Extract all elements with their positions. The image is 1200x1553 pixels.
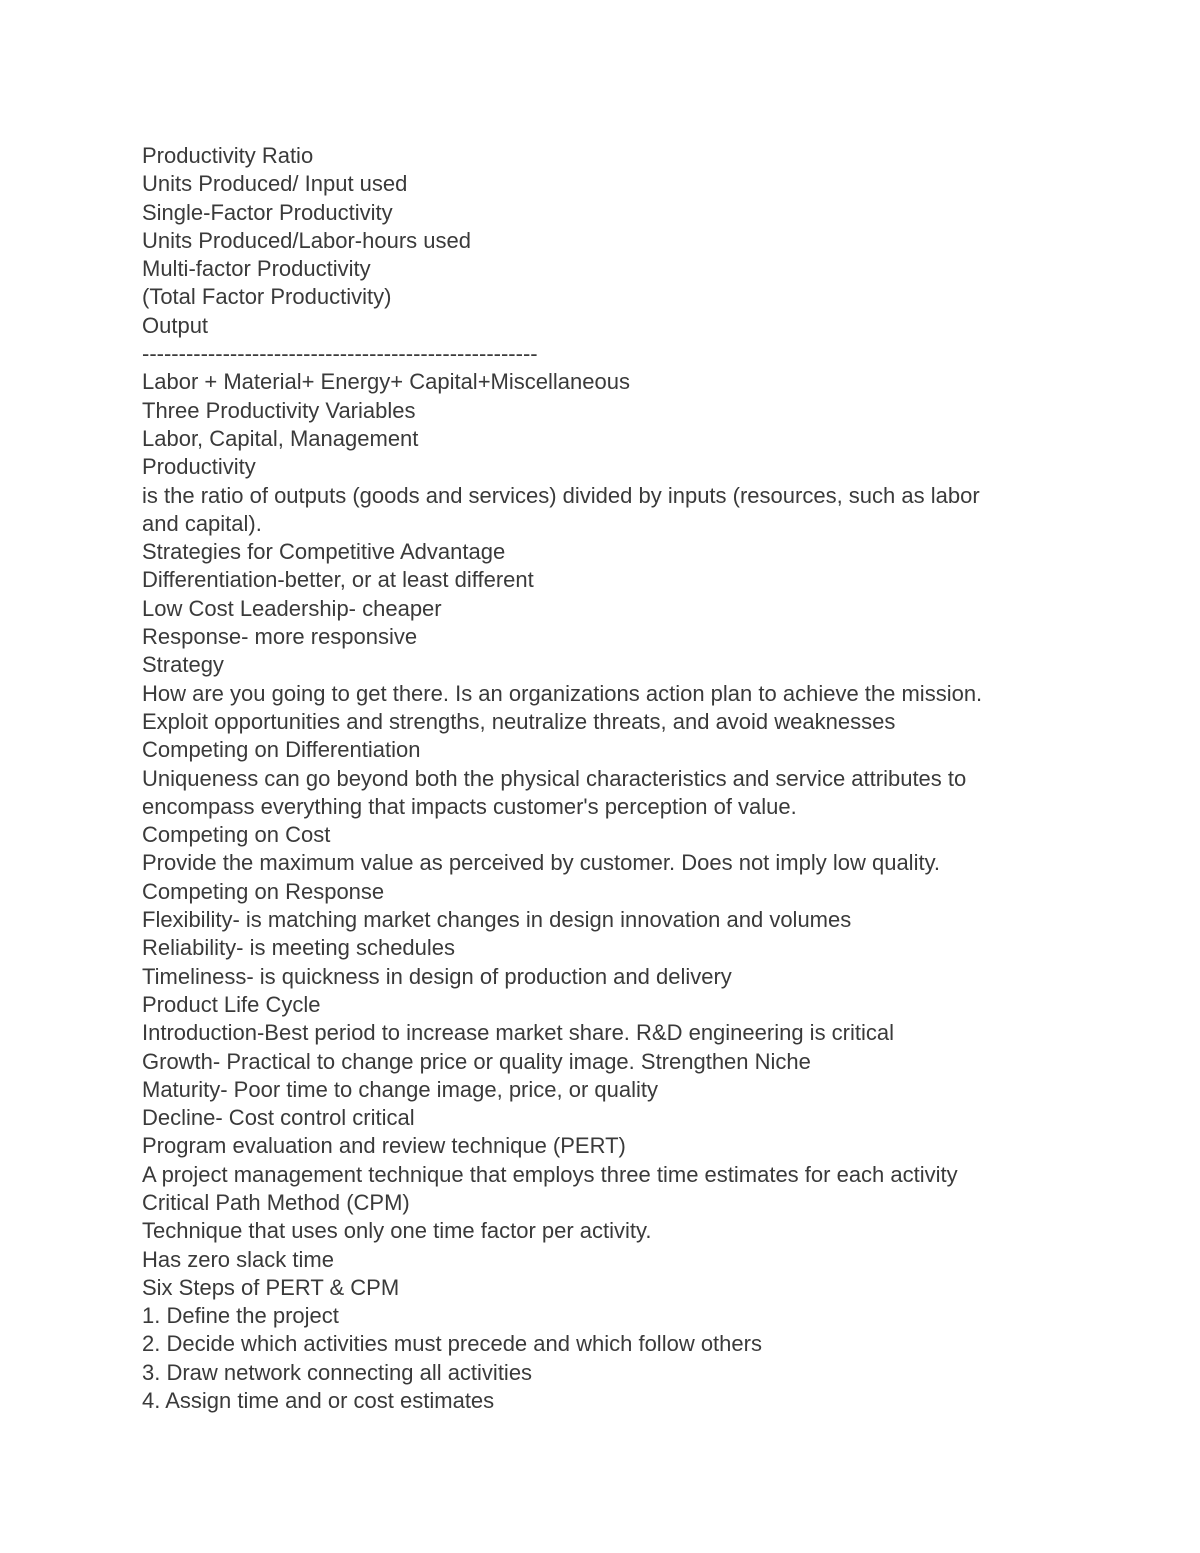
list-item-step-1: 1. Define the project [142,1303,339,1329]
text-line-competing-differentiation: Competing on Differentiation [142,737,421,763]
text-line: Has zero slack time [142,1246,334,1272]
text-line: encompass everything that impacts customer's perception of value. [142,793,797,819]
text-line-six-steps: Six Steps of PERT & CPM [142,1274,400,1300]
list-item-step-4: 4. Assign time and or cost estimates [142,1388,495,1414]
text-line-output: Output [142,312,209,338]
text-line: Exploit opportunities and strengths, neutralize threats, and avoid weaknesses [142,708,896,734]
text-line-multi-factor: Multi-factor Productivity [142,256,371,282]
text-line-competing-cost: Competing on Cost [142,822,331,848]
text-line: Uniqueness can go beyond both the physical characteristics and service attributes to [142,765,967,791]
text-line: Provide the maximum value as perceived by customer. Does not imply low quality. [142,850,941,876]
text-line: A project management technique that employs three time estimates for each activity [142,1161,958,1187]
text-line-productivity: Productivity [142,454,256,480]
text-line: Timeliness- is quickness in design of production and delivery [142,963,732,989]
text-line: Labor, Capital, Management [142,425,419,451]
text-line: Reliability- is meeting schedules [142,935,456,961]
text-line: Flexibility- is matching market changes in design innovation and volumes [142,907,852,933]
fraction-separator: ------------------------------------------------------ [142,341,538,367]
list-item-step-3: 3. Draw network connecting all activities [142,1359,533,1385]
text-line: Response- more responsive [142,624,418,650]
text-line-strategies: Strategies for Competitive Advantage [142,539,506,565]
document-body [142,142,1062,1415]
text-line-productivity-variables: Three Productivity Variables [142,397,416,423]
list-item-step-2: 2. Decide which activities must precede and which follow others [142,1331,762,1357]
text-line-productivity-ratio: Productivity Ratio [142,143,314,168]
text-line-cpm: Critical Path Method (CPM) [142,1189,410,1215]
text-line: Growth- Practical to change price or quality image. Strengthen Niche [142,1048,811,1074]
text-line: Labor + Material+ Energy+ Capital+Miscellaneous [142,369,630,395]
text-line-strategy: Strategy [142,652,224,678]
text-line: and capital). [142,510,262,536]
text-line: is the ratio of outputs (goods and services) divided by inputs (resources, such as labor [142,482,980,508]
text-line-pert: Program evaluation and review technique (PERT) [142,1133,626,1159]
text-line: Technique that uses only one time factor per activity. [142,1218,652,1244]
text-line-competing-response: Competing on Response [142,878,385,904]
text-line: Low Cost Leadership- cheaper [142,595,442,621]
text-line: Maturity- Poor time to change image, price, or quality [142,1076,659,1102]
text-line-product-life-cycle: Product Life Cycle [142,991,321,1017]
text-line: (Total Factor Productivity) [142,284,392,310]
text-line: Decline- Cost control critical [142,1105,415,1131]
text-line: Introduction-Best period to increase market share. R&D engineering is critical [142,1020,895,1046]
text-line: Differentiation-better, or at least different [142,567,534,593]
text-line: Units Produced/Labor-hours used [142,227,471,253]
text-line: Units Produced/ Input used [142,171,408,197]
text-line-single-factor: Single-Factor Productivity [142,199,393,225]
text-line: How are you going to get there. Is an organizations action plan to achieve the mission. [142,680,983,706]
